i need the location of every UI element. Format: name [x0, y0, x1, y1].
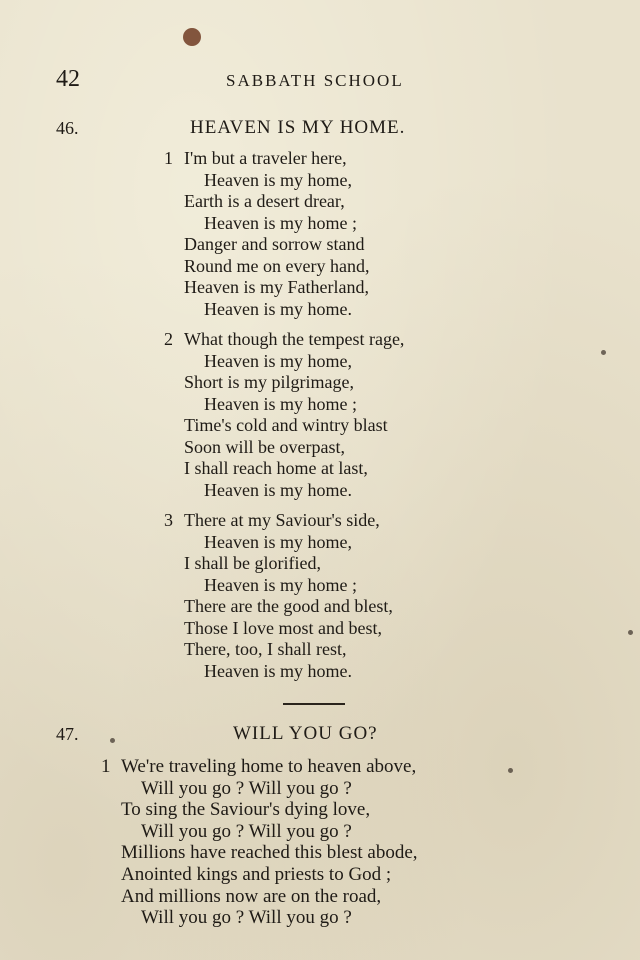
verse-line: Heaven is my Fatherland,	[184, 277, 369, 297]
verse-line: Soon will be overpast,	[184, 436, 345, 457]
hymn-number: 46.	[56, 118, 79, 138]
verse-line: Heaven is my home ;	[204, 212, 357, 233]
stanza-3	[164, 510, 393, 682]
verse-line: Heaven is my home ;	[204, 393, 357, 414]
verse-line: I'm but a traveler here,	[184, 148, 347, 168]
verse-line: Time's cold and wintry blast	[184, 415, 388, 435]
stanza-1	[101, 756, 418, 929]
ink-stain	[183, 28, 201, 46]
verse-line: Heaven is my home.	[204, 298, 352, 319]
verse-line: There are the good and blest,	[184, 596, 393, 616]
verse-line: Will you go ? Will you go ?	[141, 820, 352, 842]
paper-speck	[628, 630, 633, 635]
paper-speck	[110, 738, 115, 743]
verse-line: To sing the Saviour's dying love,	[121, 799, 371, 821]
stanza-2	[164, 329, 405, 501]
paper-speck	[508, 768, 513, 773]
verse-line: I shall be glorified,	[184, 553, 321, 573]
verse-line: Will you go ? Will you go ?	[141, 907, 352, 929]
verse-line: Heaven is my home.	[204, 479, 352, 500]
verse-line: Heaven is my home ;	[204, 574, 357, 595]
verse-line: Heaven is my home,	[204, 169, 352, 190]
verse-line: Millions have reached this blest abode,	[121, 842, 418, 864]
running-head: SABBATH SCHOOL	[226, 71, 404, 90]
hymn-number: 47.	[56, 724, 79, 744]
verse-line: Heaven is my home,	[204, 531, 352, 552]
stanza-number: 1	[101, 756, 111, 777]
verse-line: Those I love most and best,	[184, 617, 382, 638]
verse-line: Heaven is my home,	[204, 350, 352, 371]
verse-line: And millions now are on the road,	[121, 885, 382, 907]
verse-line: Anointed kings and priests to God ;	[121, 863, 392, 885]
verse-line: Short is my pilgrimage,	[184, 372, 354, 392]
stanza-1	[164, 148, 370, 320]
verse-line: We're traveling home to heaven above,	[121, 756, 417, 777]
verse-line: What though the tempest rage,	[184, 329, 405, 349]
stanza-number: 1	[164, 148, 173, 168]
verse-line: Earth is a desert drear,	[184, 191, 345, 211]
page-number: 42	[56, 66, 80, 92]
stanza-number: 2	[164, 329, 173, 349]
verse-line: Heaven is my home.	[204, 660, 352, 681]
verse-line: There at my Saviour's side,	[184, 510, 380, 530]
verse-line: Will you go ? Will you go ?	[141, 777, 352, 799]
stanza-number: 3	[164, 510, 173, 530]
verse-line: Round me on every hand,	[184, 255, 370, 276]
section-divider	[283, 703, 345, 705]
hymn-title: HEAVEN IS MY HOME.	[190, 117, 406, 138]
verse-line: Danger and sorrow stand	[184, 234, 365, 254]
hymn-title: WILL YOU GO?	[233, 723, 378, 744]
verse-line: I shall reach home at last,	[184, 458, 368, 478]
paper-speck	[601, 350, 606, 355]
verse-line: There, too, I shall rest,	[184, 639, 347, 659]
